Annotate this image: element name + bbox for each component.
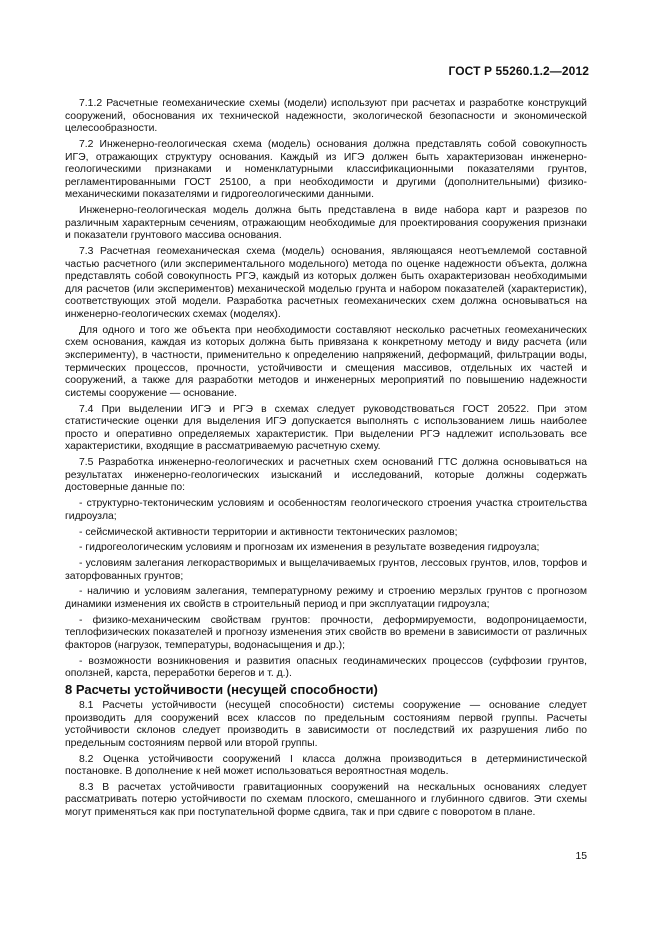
paragraph-7-2-cont: Инженерно-геологическая модель должна быть представлена в виде набора карт и разрезов по различным характерным сечениям, отражающим необходимые для проектирования сооружения признаки и показатели грунтового массива основания. bbox=[65, 205, 587, 242]
list-item: - сейсмической активности территории и активности тектонических разломов; bbox=[79, 526, 458, 538]
paragraph-7-1-2: 7.1.2 Расчетные геомеханические схемы (модели) используют при расчетах и разработке конструкций сооружений, обоснования их технической надежности, экологической безопасности и экономической целесообразности. bbox=[65, 98, 587, 135]
paragraph-8-1: 8.1 Расчеты устойчивости (несущей способности) системы сооружение — основание следует производить для сооружений всех классов по предельным состояниям первой группы. Расчеты устойчивости склонов следует производить в зависимости от последствий их разрушения либо по предельным состояниям первой или второй группы. bbox=[65, 699, 587, 749]
document-code-header: ГОСТ Р 55260.1.2—2012 bbox=[448, 64, 589, 78]
paragraph-8-3: 8.3 В расчетах устойчивости гравитационных сооружений на нескальных основаниях следует рассматривать потерю устойчивости по схемам плоского, смешанного и глубинного сдвигов. Эти схемы могут применяться как при поступательной форме сдвига, так и при сдвиге с поворотом в плане. bbox=[65, 781, 587, 819]
list-item: - структурно-тектоническим условиям и особенностям геологического строения участка строительства гидроузла; bbox=[65, 498, 587, 522]
page-number: 15 bbox=[575, 851, 587, 862]
paragraph-7-4: 7.4 При выделении ИГЭ и РГЭ в схемах следует руководствоваться ГОСТ 20522. При этом статистические оценки для выделения ИГЭ допускается выполнять с использованием лишь наиболее просто и оперативно определяемых характеристик. При выделении РГЭ надлежит использовать все характеристики, входящие в рассматриваемую расчетную схему. bbox=[65, 403, 587, 453]
paragraph-7-3-cont: Для одного и того же объекта при необходимости составляют несколько расчетных геомеханических схем основания, каждая из которых должна быть привязана к конкретному методу и виду расчета (или эксперименту), в частности, применительно к определению напряжений, деформаций, фильтрации воды, термических процессов, прочности, устойчивости и смещения массивов, отдельных их частей и сооружений, а также для разработки методов и инженерных мероприятий по повышению надежности системы сооружение — основание. bbox=[65, 324, 587, 399]
list-item: - наличию и условиям залегания, температурному режиму и строению мерзлых грунтов с прогнозом динамики изменения их свойств в строительный период и при эксплуатации гидроузла; bbox=[65, 586, 587, 611]
list-item: - гидрогеологическим условиям и прогнозам их изменения в результате возведения гидроузла; bbox=[79, 542, 540, 554]
paragraph-7-2: 7.2 Инженерно-геологическая схема (модель) основания должна представлять собой совокупность ИГЭ, отражающих структуру основания. Каждый из ИГЭ должен быть характеризован инженерно-геологическими признаками и номенклатурными классификационными показателями грунтов, регламентированными ГОСТ 25100, а при необходимости и другими (дополнительными) физико-механическими показателями и гидрогеологическими данными. bbox=[65, 138, 587, 201]
list-item: - возможности возникновения и развития опасных геодинамических процессов (суффозии грунтов, оползней, карста, переработки берегов и т. д.). bbox=[65, 655, 587, 680]
list-item: - условиям залегания легкорастворимых и выщелачиваемых грунтов, лессовых грунтов, илов, торфов и заторфованных грунтов; bbox=[65, 558, 587, 582]
paragraph-8-2: 8.2 Оценка устойчивости сооружений I класса должна производиться в детерминистической постановке. В дополнение к ней может использоваться вероятностная модель. bbox=[65, 753, 587, 778]
list-item: - физико-механическим свойствам грунтов: прочности, деформируемости, водопроницаемости, теплофизических показателей и прогнозу изменения этих свойств во времени в зависимости от различных факторов (нагрузок, температуры, водонасыщения и др.); bbox=[65, 614, 587, 651]
document-body bbox=[65, 98, 587, 823]
paragraph-7-3: 7.3 Расчетная геомеханическая схема (модель) основания, являющаяся неотъемлемой составной частью расчетного (или экспериментального модельного) метода по оценке надежности объекта, должна представлять собой совокупность РГЭ, каждый из которых должен быть охарактеризован необходимыми для расчетов (или экспериментов) механической моделью грунта и набором показателей (характеристик), соответствующих этой модели. Разработка расчетных геомеханических схем должна основываться на инженерно-геологических схемах (моделях). bbox=[65, 246, 587, 321]
paragraph-7-5: 7.5 Разработка инженерно-геологических и расчетных схем оснований ГТС должна основываться на результатах инженерно-геологических изысканий и исследований, которые должны содержать достоверные данные по: bbox=[65, 457, 587, 494]
section-8-title: 8 Расчеты устойчивости (несущей способности) bbox=[65, 682, 378, 698]
